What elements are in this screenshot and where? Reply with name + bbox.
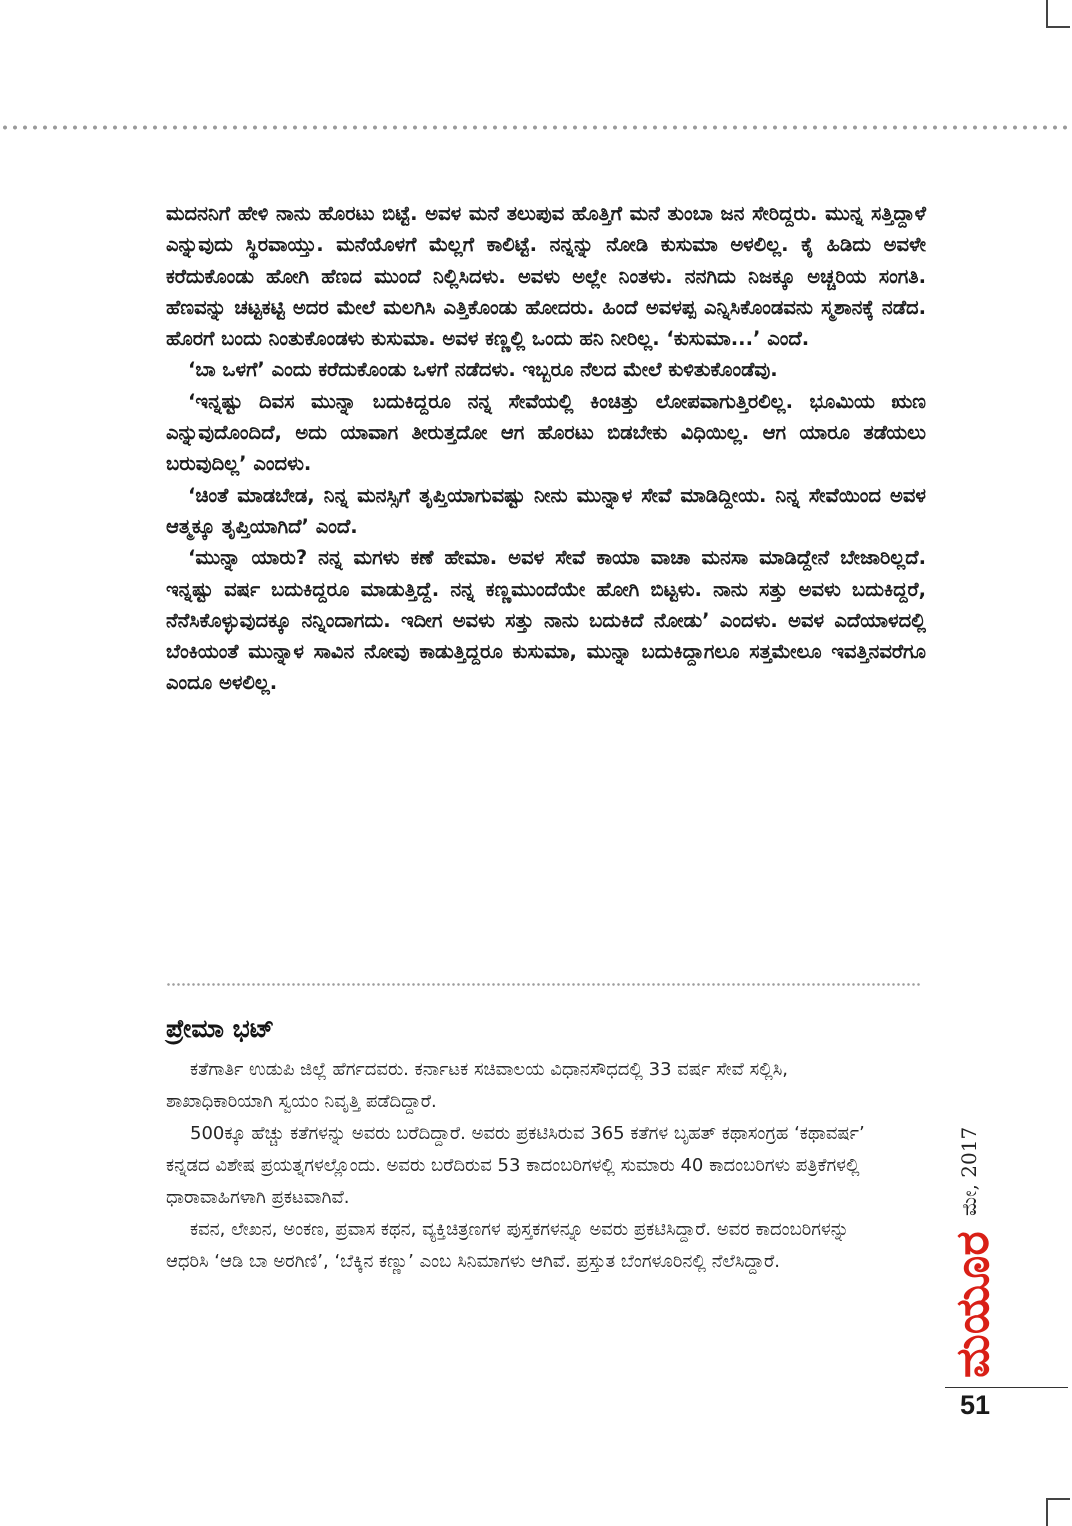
crop-mark-bottom xyxy=(1046,1498,1070,1526)
story-paragraph: ಮದನನಿಗೆ ಹೇಳಿ ನಾನು ಹೊರಟು ಬಿಟ್ಟೆ. ಅವಳ ಮನೆ ತಲುಪುವ ಹೊತ್ತಿಗೆ ಮನೆ ತುಂಬಾ ಜನ ಸೇರಿದ್ದರು. ಮುನ್ನ ಸತ್ತಿದ್ದಾಳೆ ಎನ್ನುವುದು ಸ್ಥಿರವಾಯ್ತು. ಮನೆಯೊಳಗೆ ಮೆಲ್ಲಗೆ ಕಾಲಿಟ್ಟೆ. ನನ್ನನ್ನು ನೋಡಿ ಕುಸುಮಾ ಅಳಲಿಲ್ಲ. ಕೈ ಹಿಡಿದು ಅವಳೇ ಕರೆದುಕೊಂಡು ಹೋಗಿ ಹೆಣದ ಮುಂದೆ ನಿಲ್ಲಿಸಿದಳು. ಅವಳು ಅಲ್ಲೇ ನಿಂತಳು. ನನಗಿದು ನಿಜಕ್ಕೂ ಅಚ್ಚರಿಯ ಸಂಗತಿ. ಹೆಣವನ್ನು ಚಟ್ಟಕಟ್ಟಿ ಅದರ ಮೇಲೆ ಮಲಗಿಸಿ ಎತ್ತಿಕೊಂಡು ಹೋದರು. ಹಿಂದೆ ಅವಳಪ್ಪ ಎನ್ನಿಸಿಕೊಂಡವನು ಸ್ಮಶಾನಕ್ಕೆ ನಡೆದ. ಹೊರಗೆ ಬಂದು ನಿಂತುಕೊಂಡಳು ಕುಸುಮಾ. ಅವಳ ಕಣ್ಣಲ್ಲಿ ಒಂದು ಹನಿ ನೀರಿಲ್ಲ. ‘ಕುಸುಮಾ...’ ಎಂದೆ. xyxy=(166,202,926,351)
magazine-logo: ಮಯೂರ xyxy=(945,1231,999,1378)
bio-paragraph: ಕತೆಗಾರ್ತಿ ಉಡುಪಿ ಜಿಲ್ಲೆ ಹೆರ್ಗದವರು. ಕರ್ನಾಟಕ ಸಚಿವಾಲಯ ವಿಧಾನಸೌಧದಲ್ಲಿ 33 ವರ್ಷ ಸೇವೆ ಸಲ್ಲಿಸಿ, ಶಾಖಾಧಿಕಾರಿಯಾಗಿ ಸ್ವಯಂ ನಿವೃತ್ತಿ ಪಡೆದಿದ್ದಾರೆ. xyxy=(166,1059,789,1112)
story-paragraph: ‘ಮುನ್ನಾ ಯಾರು? ನನ್ನ ಮಗಳು ಕಣೆ ಹೇಮಾ. ಅವಳ ಸೇವೆ ಕಾಯಾ ವಾಚಾ ಮನಸಾ ಮಾಡಿದ್ದೇನೆ ಬೇಜಾರಿಲ್ಲದೆ. ಇನ್ನಷ್ಟು ವರ್ಷ ಬದುಕಿದ್ದರೂ ಮಾಡುತ್ತಿದ್ದೆ. ನನ್ನ ಕಣ್ಣಮುಂದೆಯೇ ಹೋಗಿ ಬಿಟ್ಟಳು. ನಾನು ಸತ್ತು ಅವಳು ಬದುಕಿದ್ದರೆ, ನೆನೆಸಿಕೊಳ್ಳುವುದಕ್ಕೂ ನನ್ನಿಂದಾಗದು. ಇದೀಗ ಅವಳು ಸತ್ತು ನಾನು ಬದುಕಿದೆ ನೋಡು’ ಎಂದಳು. ಅವಳ ಎದೆಯಾಳದಲ್ಲಿ ಬೆಂಕಿಯಂತೆ ಮುನ್ನಾಳ ಸಾವಿನ ನೋವು ಕಾಡುತ್ತಿದ್ದರೂ ಕುಸುಮಾ, ಮುನ್ನಾ ಬದುಕಿದ್ದಾಗಲೂ ಸತ್ತಮೇಲೂ ಇವತ್ತಿನವರೆಗೂ ಎಂದೂ ಅಳಲಿಲ್ಲ. xyxy=(166,546,926,695)
story-body xyxy=(166,198,926,699)
author-bio xyxy=(166,1054,896,1278)
dotted-separator-author xyxy=(166,983,920,986)
dotted-separator-top xyxy=(0,125,1072,130)
story-paragraph: ‘ಬಾ ಒಳಗೆ’ ಎಂದು ಕರೆದುಕೊಂಡು ಒಳಗೆ ನಡೆದಳು. ಇಬ್ಬರೂ ನೆಲದ ಮೇಲೆ ಕುಳಿತುಕೊಂಡೆವು. xyxy=(188,358,778,382)
story-paragraph: ‘ಚಿಂತೆ ಮಾಡಬೇಡ, ನಿನ್ನ ಮನಸ್ಸಿಗೆ ತೃಪ್ತಿಯಾಗುವಷ್ಟು ನೀನು ಮುನ್ನಾಳ ಸೇವೆ ಮಾಡಿದ್ದೀಯ. ನಿನ್ನ ಸೇವೆಯಿಂದ ಅವಳ ಆತ್ಮಕ್ಕೂ ತೃಪ್ತಿಯಾಗಿದೆ’ ಎಂದೆ. xyxy=(166,483,926,538)
author-name: ಪ್ರೇಮಾ ಭಟ್ xyxy=(166,1014,275,1043)
issue-date: ಮೇ, 2017 xyxy=(957,1126,981,1216)
story-paragraph: ‘ಇನ್ನಷ್ಟು ದಿವಸ ಮುನ್ನಾ ಬದುಕಿದ್ದರೂ ನನ್ನ ಸೇವೆಯಲ್ಲಿ ಕಿಂಚಿತ್ತು ಲೋಪವಾಗುತ್ತಿರಲಿಲ್ಲ. ಭೂಮಿಯ ಋಣ ಎನ್ನುವುದೊಂದಿದೆ, ಅದು ಯಾವಾಗ ತೀರುತ್ತದೋ ಆಗ ಹೊರಟು ಬಿಡಬೇಕು ವಿಧಿಯಿಲ್ಲ. ಆಗ ಯಾರೂ ತಡೆಯಲು ಬರುವುದಿಲ್ಲ’ ಎಂದಳು. xyxy=(166,389,926,476)
bio-paragraph: ಕವನ, ಲೇಖನ, ಅಂಕಣ, ಪ್ರವಾಸ ಕಥನ, ವ್ಯಕ್ತಿಚಿತ್ರಣಗಳ ಪುಸ್ತಕಗಳನ್ನೂ ಅವರು ಪ್ರಕಟಿಸಿದ್ದಾರೆ. ಅವರ ಕಾದಂಬರಿಗಳನ್ನು ಆಧರಿಸಿ ‘ಆಡಿ ಬಾ ಅರಗಿಣಿ’, ‘ಬೆಕ್ಕಿನ ಕಣ್ಣು’ ಎಂಬ ಸಿನಿಮಾಗಳು ಆಗಿವೆ. ಪ್ರಸ್ತುತ ಬೆಂಗಳೂರಿನಲ್ಲಿ ನೆಲೆಸಿದ್ದಾರೆ. xyxy=(166,1219,849,1272)
page-number: 51 xyxy=(960,1390,991,1420)
page-number-rule xyxy=(945,1387,1068,1388)
crop-mark-top xyxy=(1046,0,1070,28)
bio-paragraph: 500ಕ್ಕೂ ಹೆಚ್ಚು ಕತೆಗಳನ್ನು ಅವರು ಬರೆದಿದ್ದಾರೆ. ಅವರು ಪ್ರಕಟಿಸಿರುವ 365 ಕತೆಗಳ ಬೃಹತ್ ಕಥಾಸಂಗ್ರಹ ‘ಕಥಾವರ್ಷ’ ಕನ್ನಡದ ವಿಶೇಷ ಪ್ರಯತ್ನಗಳಲ್ಲೊಂದು. ಅವರು ಬರೆದಿರುವ 53 ಕಾದಂಬರಿಗಳಲ್ಲಿ ಸುಮಾರು 40 ಕಾದಂಬರಿಗಳು ಪತ್ರಿಕೆಗಳಲ್ಲಿ ಧಾರಾವಾಹಿಗಳಾಗಿ ಪ್ರಕಟವಾಗಿವೆ. xyxy=(166,1123,865,1208)
